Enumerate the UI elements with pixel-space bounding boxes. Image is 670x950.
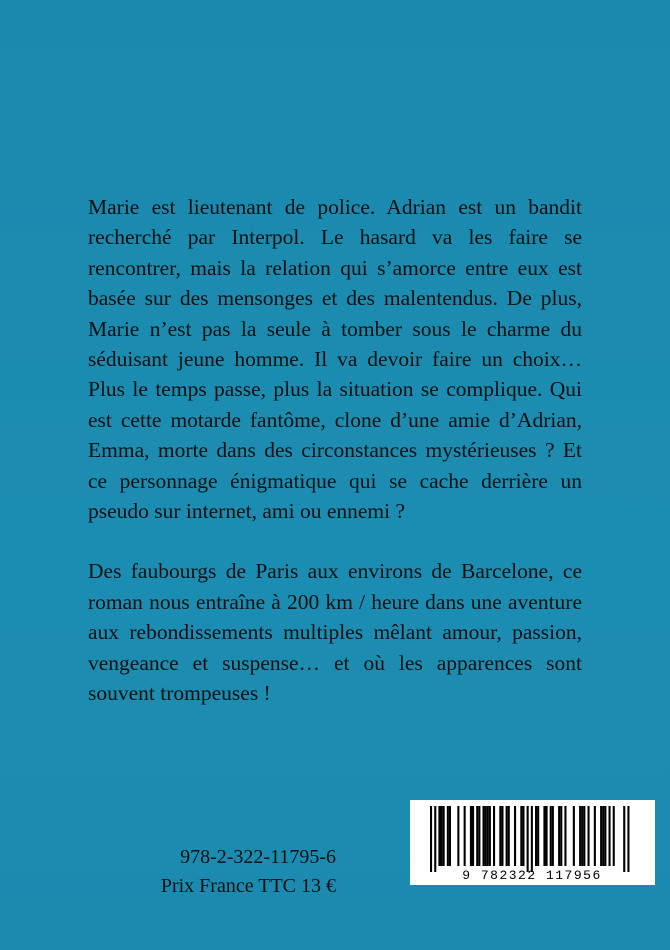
barcode-bar bbox=[489, 806, 491, 866]
barcode-bar bbox=[472, 806, 474, 866]
barcode-bar bbox=[434, 806, 436, 872]
barcode-bar bbox=[537, 806, 539, 866]
barcode-digits: 9 782322 117956 bbox=[462, 868, 602, 883]
barcode-bar bbox=[535, 806, 537, 866]
barcode-bar bbox=[560, 806, 562, 866]
barcode-bar bbox=[430, 806, 432, 872]
barcode-bar bbox=[546, 806, 548, 866]
barcode-bar bbox=[552, 806, 554, 866]
barcode bbox=[410, 800, 655, 885]
barcode-graphic bbox=[410, 800, 655, 885]
barcode-bar bbox=[602, 806, 604, 866]
barcode-bar bbox=[613, 806, 615, 866]
barcode-bar bbox=[588, 806, 590, 866]
barcode-bar bbox=[499, 806, 501, 866]
barcode-bar bbox=[438, 806, 440, 866]
barcode-bar bbox=[447, 806, 449, 866]
barcode-bar bbox=[594, 806, 596, 866]
blurb-paragraph-2: Des faubourgs de Paris aux environs de Barcelone, ce roman nous entraîne à 200 km / heure dans une aventure aux rebondissements multiples mêlant amour, passion, vengeance et suspense… et où les apparences sont souvent trompeuses ! bbox=[88, 559, 582, 706]
barcode-bar bbox=[476, 806, 478, 866]
barcode-bar bbox=[522, 806, 524, 866]
barcode-bar bbox=[508, 806, 510, 866]
barcode-bar bbox=[550, 806, 552, 866]
barcode-bar bbox=[478, 806, 480, 866]
price-label: Prix France TTC 13 € bbox=[160, 875, 336, 897]
barcode-bar bbox=[483, 806, 485, 866]
barcode-bar bbox=[623, 806, 625, 872]
barcode-bar bbox=[527, 806, 529, 872]
barcode-bar bbox=[600, 806, 602, 866]
barcode-bar bbox=[604, 806, 606, 866]
barcode-bar bbox=[457, 806, 459, 866]
barcode-bar bbox=[485, 806, 487, 866]
barcode-bar bbox=[579, 806, 581, 866]
barcode-bar bbox=[581, 806, 583, 866]
barcode-bar bbox=[583, 806, 585, 866]
blurb bbox=[88, 192, 582, 709]
barcode-bar bbox=[531, 806, 533, 872]
barcode-bar bbox=[470, 806, 472, 866]
isbn-number: 978-2-322-11795-6 bbox=[180, 846, 336, 868]
barcode-bar bbox=[573, 806, 575, 866]
barcode-bar bbox=[609, 806, 611, 866]
barcode-bar bbox=[564, 806, 566, 866]
barcode-bar bbox=[558, 806, 560, 866]
barcode-bar bbox=[514, 806, 516, 866]
barcode-bar bbox=[441, 806, 443, 866]
barcode-bar bbox=[493, 806, 495, 866]
barcode-bar bbox=[627, 806, 629, 872]
barcode-bar bbox=[520, 806, 522, 866]
barcode-bar bbox=[501, 806, 503, 866]
blurb-paragraph-1: Marie est lieutenant de police. Adrian est un bandit recherché par Interpol. Le hasard va les faire se rencontrer, mais la relation qui s’amorce entre eux est basée sur des mensonges et des malentendus. De plus, Marie n’est pas la seule à tomber sous le charme du séduisant jeune homme. Il va devoir faire un choix… Plus le temps passe, plus la situation se complique. Qui est cette motarde fantôme, clone d’une amie d’Adrian, Emma, morte dans des circonstances mystérieuses ? Et ce personnage énigmatique qui se cache derrière un pseudo sur internet, ami ou ennemi ? bbox=[88, 195, 582, 524]
isbn-price-block bbox=[120, 843, 336, 901]
barcode-bar bbox=[543, 806, 545, 866]
barcode-bar bbox=[487, 806, 489, 866]
barcode-bar bbox=[506, 806, 508, 866]
barcode-bar bbox=[449, 806, 451, 866]
barcode-bar bbox=[443, 806, 445, 866]
barcode-bar bbox=[464, 806, 466, 866]
